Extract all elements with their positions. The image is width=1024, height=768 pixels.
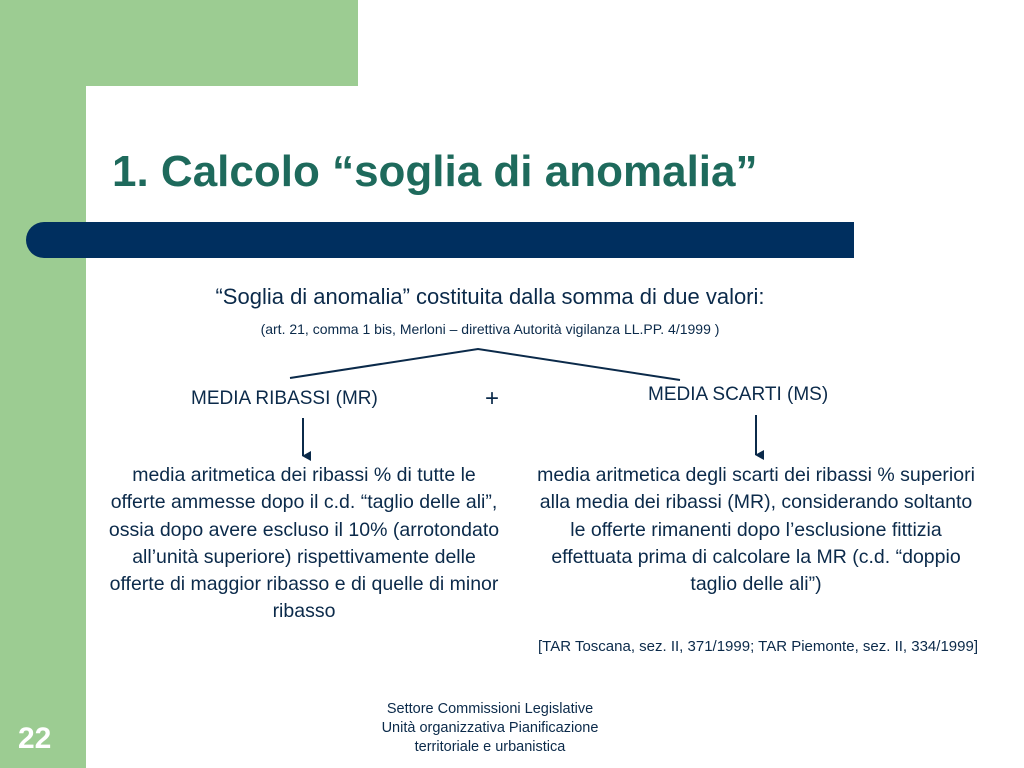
media-scarti-label: MEDIA SCARTI (MS) <box>648 384 829 405</box>
footer-line: territoriale e urbanistica <box>414 738 566 755</box>
case-law-reference: [TAR Toscana, sez. II, 371/1999; TAR Piemonte, sez. II, 334/1999] <box>538 638 978 655</box>
branch-connector <box>290 349 680 380</box>
plus-sign: + <box>485 385 500 412</box>
slide-title: 1. Calcolo “soglia di anomalia” <box>112 147 758 196</box>
footer-line: Settore Commissioni Legislative <box>386 701 594 717</box>
footer-line: Unità organizzativa Pianificazione <box>381 719 599 736</box>
footer <box>340 700 640 757</box>
media-scarti-description: media aritmetica degli scarti dei ribassi % superiori alla media dei ribassi (MR), considerando soltanto le offerte rimanenti dopo l’esclusione fittizia effettuata prima di calcolare la MR (c.d. “doppio taglio delle ali”) <box>537 464 975 596</box>
page-number: 22 <box>18 722 52 755</box>
media-ribassi-description: media aritmetica dei ribassi % di tutte le offerte ammesse dopo il c.d. “taglio delle ali”, ossia dopo avere escluso il 10% (arrotondato all’unità superiore) rispettivamente delle offerte di maggior ribasso e di quelle di minor ribasso <box>108 464 500 623</box>
subtitle: “Soglia di anomalia” costituita dalla somma di due valori: <box>215 284 765 309</box>
legal-reference-note: (art. 21, comma 1 bis, Merloni – direttiva Autorità vigilanza LL.PP. 4/1999 ) <box>260 321 720 337</box>
media-ribassi-label: MEDIA RIBASSI (MR) <box>191 388 378 409</box>
